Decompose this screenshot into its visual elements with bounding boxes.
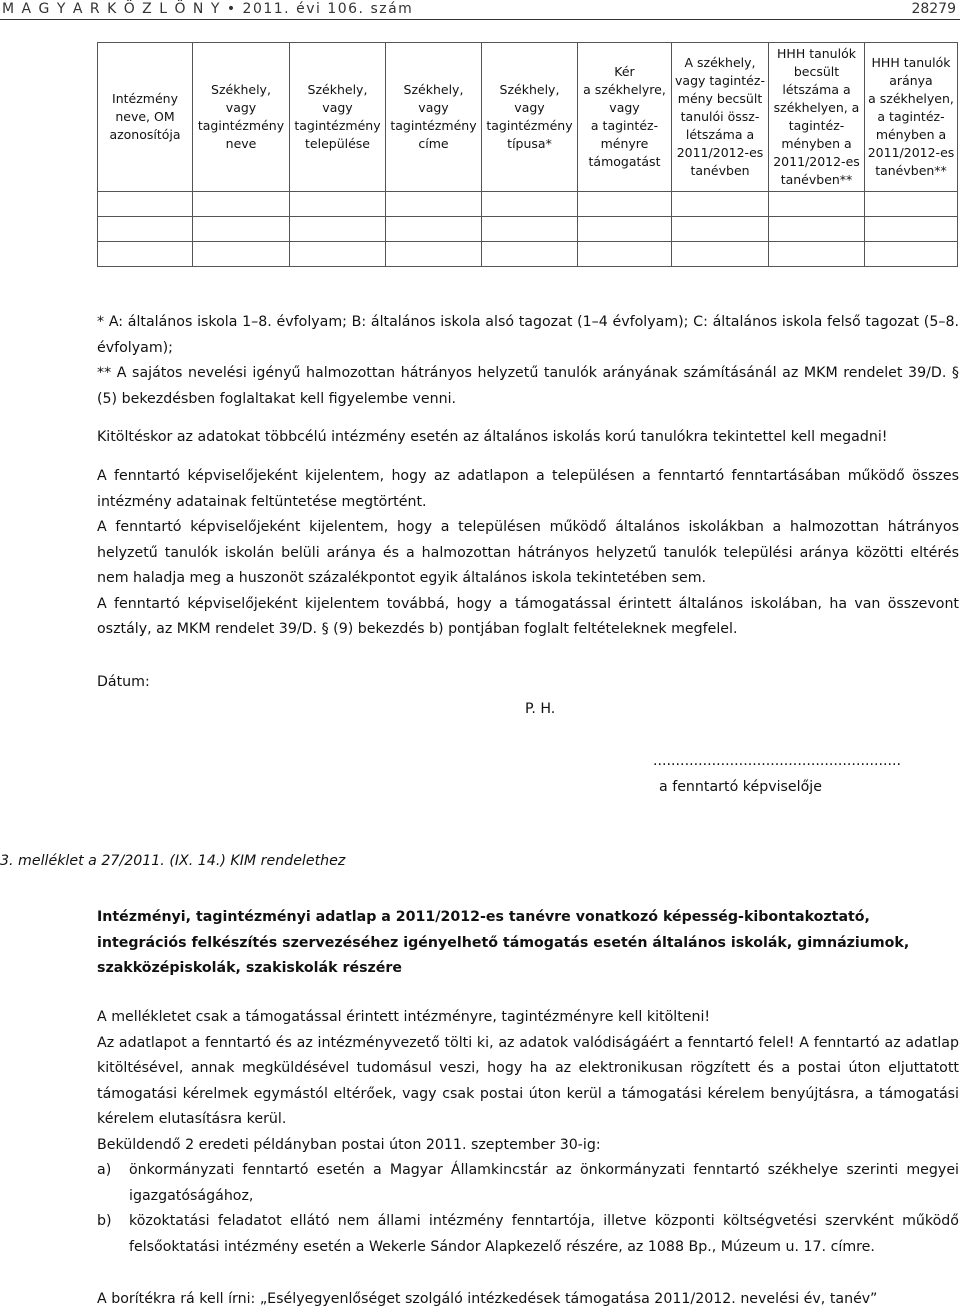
- signature-block: [653, 748, 902, 800]
- declaration-2: A fenntartó képviselőjeként kijelentem, hogy a településen működő általános iskolákban a halmozottan hátrányos helyzetű tanulók iskolán belüli aránya és a halmozottan hátrányos helyzetű tanulók települési aránya közötti eltérés nem haladja meg a huszonöt százalékpontot egyik általános iskola tekintetében sem.: [97, 519, 959, 586]
- list-item-a: a) önkormányzati fenntartó esetén a Magyar Államkincstár az önkormányzati fenntartó székhelye szerinti megyei igazgatóságához,: [97, 1158, 959, 1209]
- table-cell: [482, 217, 578, 242]
- column-header: Kér a székhelyre, vagy a tagintéz- ményre támogatást: [578, 43, 672, 192]
- column-header: Székhely, vagy tagintézmény címe: [386, 43, 482, 192]
- column-header: Székhely, vagy tagintézmény típusa*: [482, 43, 578, 192]
- footnotes: [97, 310, 959, 412]
- table-cell: [578, 217, 672, 242]
- column-header: HHH tanulók becsült létszáma a székhelyen, a tagintéz- ményben a 2011/2012-es tanévben**: [769, 43, 865, 192]
- signature-line: .......................................................: [653, 753, 902, 769]
- header-divider: [0, 19, 960, 20]
- table-cell: [865, 217, 958, 242]
- table-cell: [865, 192, 958, 217]
- table-cell: [290, 192, 386, 217]
- table-cell: [98, 217, 193, 242]
- journal-title: M A G Y A R K Ö Z L Ö N Y • 2011. évi 106. szám: [2, 1, 414, 17]
- table-cell: [193, 217, 290, 242]
- fill-instruction: Kitöltéskor az adatokat többcélú intézmény esetén az általános iskolás korú tanulókra tekintettel kell megadni!: [97, 429, 888, 445]
- footnote-hhh: ** A sajátos nevelési igényű halmozottan hátrányos helyzetű tanulók arányának számításánál az MKM rendelet 39/D. § (5) bekezdésben foglaltakat kell figyelembe venni.: [97, 365, 959, 407]
- annex-p3: Beküldendő 2 eredeti példányban postai úton 2011. szeptember 30-ig:: [97, 1136, 601, 1153]
- table-cell: [290, 217, 386, 242]
- table-cell: [865, 242, 958, 267]
- column-header: Székhely, vagy tagintézmény neve: [193, 43, 290, 192]
- declaration-3: A fenntartó képviselőjeként kijelentem továbbá, hogy a támogatással érintett általános iskolában, ha van összevont osztály, az MKM rendelet 39/D. § (9) bekezdés b) pontjában foglalt feltételeknek megfelel.: [97, 595, 959, 637]
- footnote-type: * A: általános iskola 1–8. évfolyam; B: általános iskola alsó tagozat (1–4 évfolyam); C: általános iskola felső tagozat (5–8. évfolyam);: [97, 314, 959, 356]
- stamp-label: P. H.: [525, 701, 556, 717]
- table-cell: [482, 192, 578, 217]
- signer-label: a fenntartó képviselője: [659, 779, 822, 795]
- page-number: 28279: [911, 1, 956, 17]
- institution-data-table: [97, 42, 958, 267]
- table-body: [98, 192, 958, 267]
- table-cell: [769, 242, 865, 267]
- annex-body: [97, 1005, 959, 1260]
- table-cell: [769, 217, 865, 242]
- table-row: [98, 242, 958, 267]
- list-item-b: b) közoktatási feladatot ellátó nem állami intézmény fenntartója, illetve központi költségvetési szervként működő felsőoktatási intézmény esetén a Wekerle Sándor Alapkezelő részére, az 1088 Bp., Múzeum u. 17. címre.: [97, 1209, 959, 1260]
- table-cell: [386, 192, 482, 217]
- column-header: A székhely, vagy tagintéz- mény becsült tanulói össz- létszáma a 2011/2012-es tanévben: [672, 43, 769, 192]
- table-header-row: [98, 43, 958, 192]
- table-cell: [482, 242, 578, 267]
- annex-title: Intézményi, tagintézményi adatlap a 2011/2012-es tanévre vonatkozó képesség-kibontakoztató, integrációs felkészítés szervezéséhez igényelhető támogatás esetén általános iskolák, gimnáziumok, szakközépiskolák, szakiskolák részére: [97, 909, 910, 976]
- annex-p1: A mellékletet csak a támogatással érintett intézményre, tagintézményre kell kitölteni!: [97, 1009, 711, 1025]
- date-label: Dátum:: [97, 674, 150, 690]
- table-cell: [386, 217, 482, 242]
- annex-heading: 3. melléklet a 27/2011. (IX. 14.) KIM rendelethez: [0, 853, 346, 869]
- column-header: Székhely, vagy tagintézmény települése: [290, 43, 386, 192]
- annex-p2: Az adatlapot a fenntartó és az intézményvezető tölti ki, az adatok valódiságáért a fenntartó felel! A fenntartó az adatlap kitöltésével, annak megküldésével tudomásul veszi, hogy ha az elektronikusan rögzített és a postai úton eljuttatott támogatási kérelmek egymástól eltérőek, vagy csak postai úton kerül a támogatási kérelem benyújtásra, a támogatási kérelem elutasításra kerül.: [97, 1034, 959, 1127]
- table-cell: [672, 192, 769, 217]
- envelope-instruction: A borítékra rá kell írni: „Esélyegyenlőséget szolgáló intézkedések támogatása 2011/2012. nevelési év, tanév”: [97, 1291, 878, 1307]
- declaration-1: A fenntartó képviselőjeként kijelentem, hogy az adatlapon a településen a fenntartó fenntartásában működő összes intézmény adatainak feltüntetése megtörtént.: [97, 468, 959, 510]
- table-cell: [98, 242, 193, 267]
- table-cell: [98, 192, 193, 217]
- table-cell: [193, 242, 290, 267]
- list-marker-b: b): [97, 1213, 112, 1229]
- table-cell: [769, 192, 865, 217]
- column-header: HHH tanulók aránya a székhelyen, a tagintéz- ményben a 2011/2012-es tanévben**: [865, 43, 958, 192]
- table-cell: [193, 192, 290, 217]
- table-cell: [578, 242, 672, 267]
- table-cell: [672, 217, 769, 242]
- table-cell: [386, 242, 482, 267]
- table-cell: [672, 242, 769, 267]
- table-cell: [578, 192, 672, 217]
- table-cell: [290, 242, 386, 267]
- table-row: [98, 192, 958, 217]
- column-header: Intézmény neve, OM azonosítója: [98, 43, 193, 192]
- table-row: [98, 217, 958, 242]
- list-marker-a: a): [97, 1162, 112, 1178]
- declarations: [97, 464, 959, 643]
